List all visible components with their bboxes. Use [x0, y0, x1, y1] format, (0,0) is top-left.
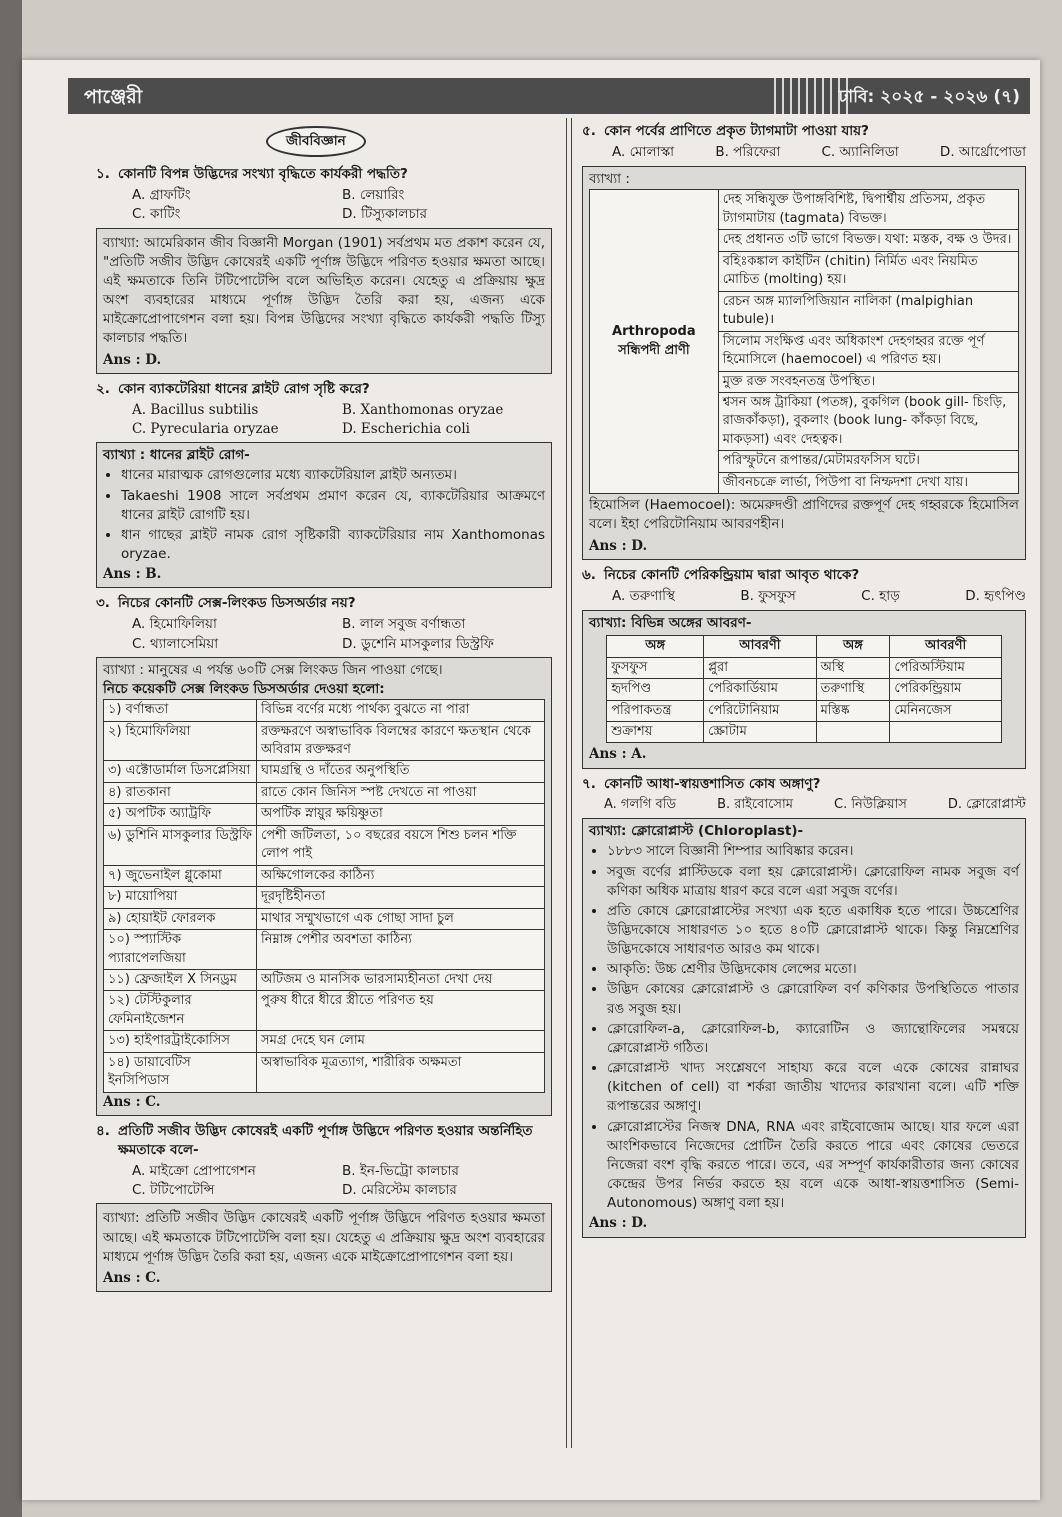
option-b: B. ফুসফুস [740, 587, 796, 604]
table-header: অঙ্গ [607, 636, 704, 657]
disorder-symptom: পেশী জটিলতা, ১০ বছরের বয়সে শিশু চলন শক্তি লোপ পাই [257, 825, 545, 865]
question-text: কোন পর্বের প্রাণিতে প্রকৃত ট্যাগমাটা পাওয়া যায়? [604, 123, 869, 139]
option-b: B. Xanthomonas oryzae [342, 401, 504, 418]
bullet-item: • ১৮৮৩ সালে বিজ্ঞানী শিম্পার আবিষ্কার করেন। [607, 842, 1019, 861]
option-d: D. মেরিস্টেম কালচার [342, 1182, 457, 1199]
organ-cell: হৃদপিণ্ড [607, 679, 704, 700]
disorder-name: ৯) হোয়াইট ফোরলক [104, 908, 257, 929]
table-row [104, 1031, 545, 1052]
explanation-title: ব্যাখ্যা: বিভিন্ন অঙ্গের আবরণ- [589, 615, 752, 632]
trait-cell: সিলোম সংক্ষিপ্ত এবং অধিকাংশ দেহগহ্বর রক্তে পূর্ণ হিমোসিলে (haemocoel) এ পরিণত হয়। [718, 331, 1018, 371]
question-number: ৭. [582, 775, 596, 792]
disorder-name: ৬) ডুশিনি মাসকুলার ডিস্ট্রফি [104, 825, 257, 865]
disorder-symptom: ঘামগ্রন্থি ও দাঁতের অনুপস্থিতি [257, 761, 545, 782]
table-row [104, 908, 545, 929]
option-b: B. পরিফেরা [715, 144, 781, 161]
option-d: D. ক্লোরোপ্লাস্ট [947, 796, 1026, 812]
question-4 [96, 1122, 552, 1292]
publisher-name: পাঞ্জেরী [84, 86, 143, 108]
bullet-item: • প্রতি কোষে ক্লোরোপ্লাস্টের সংখ্যা এক হতে একাধিক হতে পারে। উচ্চশ্রেণির উদ্ভিদকোষে সাধারণত ১০ হতে ৪০টি ক্লোরোপ্লাস্ট থাকে। কিন্তু নিম্নশ্রেণির উদ্ভিদকোষে সাধারণত আরও কম থাকে। [607, 902, 1019, 959]
option-a: A. গলগি বডি [604, 796, 677, 812]
disorder-name: ১) বর্ণান্ধতা [104, 700, 257, 721]
disorder-symptom: অক্ষিগোলকের কাঠিন্য [257, 865, 545, 886]
question-2 [96, 380, 552, 589]
table-row [104, 887, 545, 908]
disorder-name: ১৩) হাইপারট্রাইকোসিস [104, 1031, 257, 1052]
option-d: D. হৃৎপিণ্ড [965, 587, 1026, 604]
option-d: D. ডুশেনি মাসকুলার ডিস্ট্রফি [342, 635, 494, 652]
question-text: নিচের কোনটি সেক্স-লিংকড ডিসঅর্ডার নয়? [118, 595, 356, 612]
arthropoda-table [589, 189, 1019, 494]
question-6 [582, 566, 1026, 769]
question-number: ৫. [582, 123, 596, 139]
answer: Ans : A. [589, 746, 647, 763]
option-a: A. মোলাস্কা [612, 144, 675, 161]
table-row [104, 1052, 545, 1092]
column-divider [566, 118, 572, 1448]
covering-cell: পেরিঅস্টিয়াম [890, 657, 1001, 678]
table-row [104, 761, 545, 782]
covering-cell: পেরিকার্ডিয়াম [704, 679, 816, 700]
disorder-symptom: অপটিক স্নায়ুর ক্ষয়িষ্ণুতা [257, 804, 545, 825]
binding-edge [0, 0, 22, 1517]
option-a: A. হিমোফিলিয়া [132, 616, 217, 633]
option-b: B. ইন-ভিট্রো কালচার [342, 1163, 459, 1180]
option-a: A. মাইক্রো প্রোপাগেশন [132, 1163, 256, 1180]
disorder-name: ১৪) ডায়াবেটিস ইনসিপিডাস [104, 1052, 257, 1092]
answer: Ans : C. [103, 1093, 161, 1110]
table-row [590, 190, 1019, 230]
table-row [607, 657, 1002, 678]
disorder-name: ৩) এক্টোডার্মাল ডিসপ্লেসিয়া [104, 761, 257, 782]
table-row [104, 930, 545, 970]
option-b: B. লাল সবুজ বর্ণান্ধতা [342, 616, 466, 633]
trait-cell: দেহ প্রধানত ৩টি ভাগে বিভক্ত। যথা: মস্তক, বক্ষ ও উদর। [718, 230, 1018, 251]
organ-cell: অস্থি [816, 657, 890, 678]
exam-title: ঢাবি: ২০২৫ - ২০২৬ (৭) [838, 87, 1020, 107]
question-number: ৪. [96, 1122, 110, 1139]
question-number: ৩. [96, 595, 110, 612]
covering-cell: মেনিনজেস [890, 700, 1001, 721]
organ-cell: ফুসফুস [607, 657, 704, 678]
explanation-box [96, 442, 552, 588]
trait-cell: বহিঃকঙ্কাল কাইটিন (chitin) নির্মিত এবং নিয়মিত মোচিত (molting) হয়। [718, 251, 1018, 291]
explanation-box [96, 228, 552, 374]
table-row [104, 825, 545, 865]
table-row [104, 969, 545, 990]
explanation-box [582, 166, 1026, 559]
bullet-item: • ধানের মারাত্মক রোগগুলোর মধ্যে ব্যাকটেরিয়াল ব্লাইট অন্যতম। [121, 466, 545, 485]
option-d: D. Escherichia coli [342, 421, 470, 438]
question-5 [582, 122, 1026, 560]
trait-cell: রেচন অঙ্গ ম্যালপিজিয়ান নালিকা (malpighian tubule)। [718, 291, 1018, 331]
explanation-label: ব্যাখ্যা : [589, 171, 630, 188]
organ-cell: শুক্রাশয় [607, 722, 704, 743]
organ-cell: পরিপাকতন্ত্র [607, 700, 704, 721]
question-text: কোন ব্যাকটেরিয়া ধানের ব্লাইট রোগ সৃষ্টি করে? [118, 380, 370, 397]
disorder-symptom: অস্বাভাবিক মূত্রত্যাগ, শারীরিক অক্ষমতা [257, 1052, 545, 1092]
bullet-item: • ক্লোরোফিল-a, ক্লোরোফিল-b, ক্যারোটিন ও জ্যান্থোফিলের সমন্বয়ে ক্লোরোপ্লাস্ট গঠিত। [607, 1020, 1019, 1058]
explanation-box [582, 818, 1026, 1237]
disorder-name: ৫) অপটিক অ্যাট্রফি [104, 804, 257, 825]
question-text: কোনটি আধা-স্বায়ত্তশাসিত কোষ অঙ্গাণু? [604, 775, 821, 792]
trait-cell: মুক্ত রক্ত সংবহনতন্ত্র উপস্থিত। [718, 371, 1018, 392]
disorder-name: ২) হিমোফিলিয়া [104, 721, 257, 761]
disorder-symptom: রাতে কোন জিনিস স্পষ্ট দেখতে না পাওয়া [257, 782, 545, 803]
disorder-name: ১২) টেস্টিকুলার ফেমিনাইজেশন [104, 991, 257, 1031]
bullet-item: • ধান গাছের ব্লাইট নামক রোগ সৃষ্টিকারী ব্যাকটেরিয়ার নাম Xanthomonas oryzae. [121, 526, 545, 564]
covering-cell: পেরিকন্ড্রিয়াম [890, 679, 1001, 700]
disorder-symptom: নিম্নাঙ্গ পেশীর অবশতা কাঠিন্য [257, 930, 545, 970]
question-number: ৬. [582, 566, 596, 583]
explanation-box [582, 610, 1026, 769]
table-row [104, 782, 545, 803]
option-c: C. টটিপোটেন্সি [132, 1182, 215, 1199]
bullet-item: • আকৃতি: উচ্চ শ্রেণীর উদ্ভিদকোষ লেন্সের মতো। [607, 960, 1019, 979]
right-column [582, 120, 1026, 1244]
option-d: D. আর্থ্রোপোডা [939, 144, 1026, 161]
question-3 [96, 594, 552, 1116]
option-a: A. তরুণাস্থি [612, 587, 675, 604]
covering-cell: প্লুরা [704, 657, 816, 678]
table-header: আবরণী [704, 636, 816, 657]
explanation-text: ব্যাখ্যা : মানুষের এ পর্যন্ত ৬০টি সেক্স লিংকড জিন পাওয়া গেছে। [103, 661, 443, 678]
organ-cell: মস্তিষ্ক [816, 700, 890, 721]
disorder-symptom: মাথার সম্মুখভাগে এক গোছা সাদা চুল [257, 908, 545, 929]
table-row [104, 804, 545, 825]
option-c: C. Pyrecularia oryzae [132, 421, 279, 438]
haemocoel-note: হিমোসিল (Haemocoel): অমেরুদণ্ডী প্রাণিদের রক্তপূর্ণ দেহ গহ্বরকে হিমোসিল বলে। ইহা পেরিটোনিয়াম আবরণহীন। [589, 497, 1019, 533]
bullet-item: • উদ্ভিদ কোষের ক্লোরোপ্লাস্ট ও ক্লোরোফিল বর্ণ কণিকার উপস্থিতিতে পাতার রঙ সবুজ হয়। [607, 980, 1019, 1018]
explanation-box [96, 1203, 552, 1292]
explanation-text: ব্যাখ্যা: প্রতিটি সজীব উদ্ভিদ কোষেরই একটি পূর্ণাঙ্গ উদ্ভিদে পরিণত হওয়ার ক্ষমতা আছে। এই ক্ষমতাকে টটিপোটেন্সি বলা হয়। যেহেতু এ প্রক্রিয়ায় ক্ষুদ্র অংশ ব্যবহারের মাধ্যমে পূর্ণাঙ্গ উদ্ভিদ তৈরি করা হয়, এজন্য একে মাইক্রোপ্রোপাগেশন বলা হয়। [103, 1210, 545, 1265]
table-row [104, 721, 545, 761]
left-column [96, 120, 552, 1298]
option-a: A. গ্রাফটিং [132, 187, 191, 204]
disorder-symptom: দূরদৃষ্টিহীনতা [257, 887, 545, 908]
disorder-name: ১১) ফ্রেজাইল X সিনড্রম [104, 969, 257, 990]
answer: Ans : D. [589, 537, 648, 554]
question-7 [582, 775, 1026, 1238]
question-number: ২. [96, 380, 110, 397]
covering-cell [890, 722, 1001, 743]
bullet-item: • সবুজ বর্ণের প্লাস্টিডকে বলা হয় ক্লোরোপ্লাস্ট। ক্লোরোফিল নামক সবুজ বর্ণ কণিকা অধিক মাত্রায় ধারণ করে বলে এরা সবুজ বর্ণের। [607, 863, 1019, 901]
trait-cell: শ্বসন অঙ্গ ট্রাকিয়া (পতঙ্গ), বুকগিল (book gill- চিংড়ি, রাজকাঁকড়া), বুকলাং (book lung- কাঁকড়া বিছে, মাকড়সা) এবং দেহত্বক। [718, 393, 1018, 451]
explanation-subtitle: নিচে কয়েকটি সেক্স লিংকড ডিসঅর্ডার দেওয়া হলো: [103, 680, 385, 697]
disorder-name: ৮) মায়োপিয়া [104, 887, 257, 908]
question-text: কোনটি বিপন্ন উদ্ভিদের সংখ্যা বৃদ্ধিতে কার্যকরী পদ্ধতি? [118, 166, 408, 183]
disorder-name: ১০) স্প্যাস্টিক প্যারাপেলজিয়া [104, 930, 257, 970]
table-header: আবরণী [890, 636, 1001, 657]
answer: Ans : D. [103, 351, 162, 368]
disorder-name: ৭) জুভেনাইল গ্লুকোমা [104, 865, 257, 886]
explanation-text: ব্যাখ্যা: আমেরিকান জীব বিজ্ঞানী Morgan (1901) সর্বপ্রথম মত প্রকাশ করেন যে, "প্রতিটি সজীব উদ্ভিদ কোষেরই একটি পূর্ণাঙ্গ উদ্ভিদে পরিণত হওয়ার ক্ষমতা আছে। এই ক্ষমতাকে তিনি টটিপোটেন্সি বলে অভিহিত করেন। যেহেতু এ প্রক্রিয়ায় ক্ষুদ্র অংশ ব্যবহারের মাধ্যমে পূর্ণাঙ্গ উদ্ভিদ তৈরি করা হয়, এজন্য একে মাইক্রোপ্রোপাগেশন বলা হয়। বিপন্ন উদ্ভিদের সংখ্যা বৃদ্ধিতে কার্যকরী পদ্ধতি টিস্যু কালচার পদ্ধতি। [103, 234, 545, 347]
disorder-symptom: সমগ্র দেহে ঘন লোম [257, 1031, 545, 1052]
explanation-title: ব্যাখ্যা: ক্লোরোপ্লাস্ট (Chloroplast)- [589, 823, 804, 840]
group-name: Arthropoda সন্ধিপদী প্রাণী [590, 190, 719, 494]
trait-cell: পরিস্ফুটনে রূপান্তর/মেটামরফসিস ঘটে। [718, 451, 1018, 472]
explanation-box [96, 657, 552, 1116]
bullet-item: • ক্লোরোপ্লাস্টের নিজস্ব DNA, RNA এবং রাইবোজোম আছে। যার ফলে এরা আংশিকভাবে নিজেদের প্রোটিন তৈরি করতে পারে এবং কোষের ভেতরে নিজেরা বংশ বৃদ্ধি করতে পারে। তবে, এর সম্পূর্ণ কার্যকারীতার জন্য কোষের কেন্দ্রের উপর নির্ভর করতে হয় বলে একে আধা-স্বায়ত্তশাসিত (Semi-Autonomous) অঙ্গাণু বলা হয়। [607, 1118, 1019, 1214]
bullet-item: • ক্লোরোপ্লাস্ট খাদ্য সংশ্লেষণে সাহায্য করে বলে একে কোষের রান্নাঘর (kitchen of cell) বা শর্করা জাতীয় খাদ্যের কারখানা বলে। এটি শক্তি রূপান্তরের অঙ্গাণু। [607, 1059, 1019, 1116]
answer: Ans : D. [589, 1215, 648, 1232]
table-header: অঙ্গ [816, 636, 890, 657]
disorder-symptom: অটিজম ও মানসিক ভারসাম্যহীনতা দেখা দেয় [257, 969, 545, 990]
covering-cell: স্ক্রোটাম [704, 722, 816, 743]
trait-cell: দেহ সন্ধিযুক্ত উপাঙ্গবিশিষ্ট, দ্বিপার্শ্বীয় প্রতিসম, প্রকৃত ট্যাগমাটায় (tagmata) বিভক্ত। [718, 190, 1018, 230]
sex-linked-table [103, 699, 545, 1093]
question-number: ১. [96, 166, 110, 183]
option-b: B. লেয়ারিং [342, 187, 405, 204]
question-1 [96, 165, 552, 374]
option-c: C. কাটিং [132, 206, 181, 223]
option-a: A. Bacillus subtilis [132, 401, 259, 418]
option-d: D. টিস্যুকালচার [342, 206, 428, 223]
section-title: জীববিজ্ঞান [266, 126, 366, 157]
question-text: প্রতিটি সজীব উদ্ভিদ কোষেরই একটি পূর্ণাঙ্গ উদ্ভিদে পরিণত হওয়ার অন্তর্নিহিত ক্ষমতাকে বলে- [118, 1122, 533, 1158]
covering-cell: পেরিটোনিয়াম [704, 700, 816, 721]
option-c: C. নিউক্লিয়াস [834, 796, 907, 812]
explanation-title: ব্যাখ্যা : ধানের ব্লাইট রোগ- [103, 447, 250, 464]
disorder-name: ৪) রাতকানা [104, 782, 257, 803]
trait-cell: জীবনচক্রে লার্ভা, পিউপা বা নিম্ফদশা দেখা যায়। [718, 472, 1018, 493]
bullet-item: • Takaeshi 1908 সালে সর্বপ্রথম প্রমাণ করেন যে, ব্যাকটেরিয়ার আক্রমণে ধানের ব্লাইট রোগটি হয়। [121, 487, 545, 525]
header-bars-decoration [768, 78, 848, 114]
page-header [68, 78, 1030, 114]
table-row [104, 865, 545, 886]
question-text: নিচের কোনটি পেরিকন্ড্রিয়াম দ্বারা আবৃত থাকে? [604, 566, 860, 583]
disorder-symptom: পুরুষ ধীরে ধীরে স্ত্রীতে পরিণত হয় [257, 991, 545, 1031]
table-row [607, 679, 1002, 700]
option-c: C. থ্যালাসেমিয়া [132, 635, 219, 652]
answer: Ans : C. [103, 1269, 161, 1286]
organ-cell: তরুণাস্থি [816, 679, 890, 700]
option-b: B. রাইবোসোম [717, 796, 793, 812]
disorder-symptom: বিভিন্ন বর্ণের মধ্যে পার্থক্য বুঝতে না পারা [257, 700, 545, 721]
table-row [104, 700, 545, 721]
answer: Ans : B. [103, 566, 162, 583]
option-c: C. অ্যানিলিডা [821, 144, 899, 161]
organ-covering-table [606, 635, 1002, 743]
option-c: C. হাড় [861, 587, 900, 604]
table-row [104, 991, 545, 1031]
organ-cell [816, 722, 890, 743]
table-row [607, 700, 1002, 721]
disorder-symptom: রক্তক্ষরণে অস্বাভাবিক বিলম্বের কারণে ক্ষতস্থান থেকে অবিরাম রক্তক্ষরণ [257, 721, 545, 761]
table-row [607, 722, 1002, 743]
